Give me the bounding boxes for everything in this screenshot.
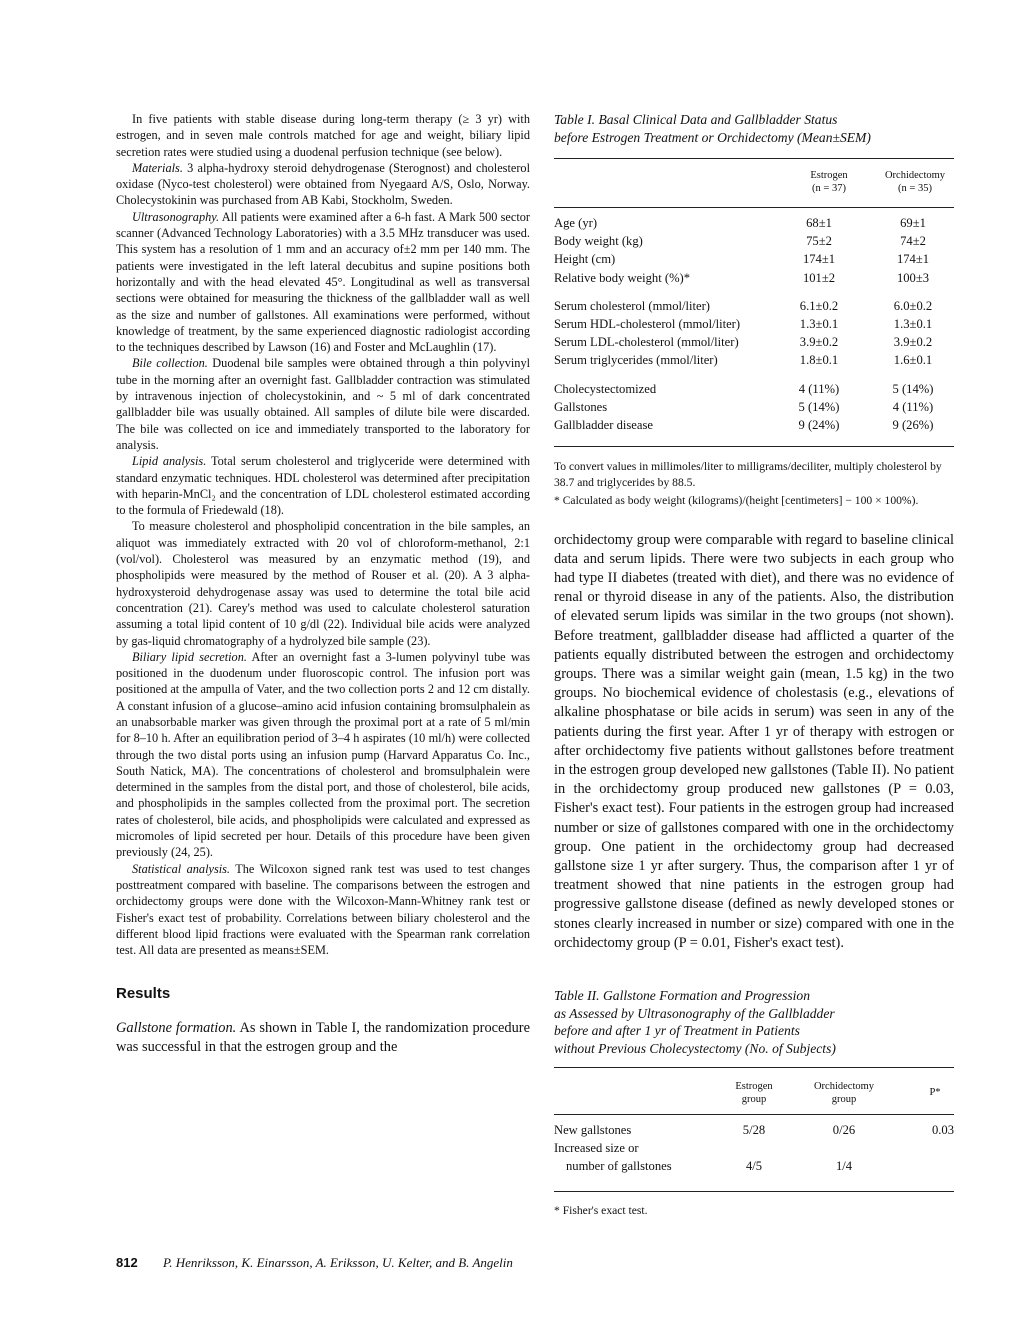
table-2-title	[554, 987, 954, 1057]
table-row	[554, 351, 954, 369]
ultrasonography-lead: Ultrasonography.	[132, 209, 220, 224]
table-2-title-line: Table II. Gallstone Formation and Progression	[554, 988, 811, 1004]
statistical-lead: Statistical analysis.	[132, 861, 231, 876]
table-rule	[554, 1067, 954, 1068]
table-2-header	[554, 1080, 954, 1110]
table-2-footnote: * Fisher's exact test.	[554, 1204, 648, 1218]
page-footer	[116, 1255, 513, 1271]
estrogen-value: 75±2	[806, 234, 832, 249]
orchidectomy-value: 0/26	[832, 1123, 856, 1138]
statistical-text: The Wilcoxon signed rank test was used to test changes posttreatment compared with baseline. The comparisons between the estrogen and orchidectomy groups were done with the Wilcoxon-Mann-Whitney rank test or Fisher's exact test of probability. Correlations between biliary cholesterol and the different blood lipid fractions were evaluated with the Spearman rank correlation test. All data are presented as means±SEM.	[116, 861, 530, 958]
estrogen-value: 4 (11%)	[798, 381, 840, 396]
table-row	[554, 380, 954, 398]
orchidectomy-value: 100±3	[896, 270, 930, 285]
table-row	[554, 232, 954, 250]
bile-collection-paragraph	[116, 355, 530, 453]
orchidectomy-value: 3.9±0.2	[893, 335, 933, 350]
row-label: Serum HDL-cholesterol (mmol/liter)	[554, 316, 741, 331]
row-label: Serum LDL-cholesterol (mmol/liter)	[554, 335, 739, 350]
relative-weight-note: * Calculated as body weight (kilograms)/(height [centimeters] − 100 × 100%).	[554, 494, 919, 508]
table-row	[554, 250, 954, 268]
table-row	[554, 1121, 954, 1139]
row-label: Serum cholesterol (mmol/liter)	[554, 298, 710, 313]
estrogen-value: 4/5	[745, 1159, 763, 1174]
orchidectomy-value: 4 (11%)	[892, 399, 934, 414]
orchidectomy-value: 5 (14%)	[892, 381, 934, 396]
intro-paragraph: In five patients with stable disease during long-term therapy (≥ 3 yr) with estrogen, and in seven male controls matched for age and weight, biliary lipid secretion rates were studied using a duodenal perfusion technique (see below).	[116, 112, 530, 159]
page-number: 812	[116, 1255, 138, 1270]
estrogen-group-header	[714, 1080, 794, 1106]
materials-text: 3 alpha-hydroxy steroid dehydrogenase (Sterognost) and cholesterol oxidase (Nyco-test cholesterol) were obtained from Nyegaard A/S, Oslo, Norway. Cholecystokinin was purchased from AB Kabi, Stockholm, Sweden.	[116, 160, 530, 208]
orchidectomy-value: 69±1	[900, 216, 926, 230]
table-row	[554, 398, 954, 416]
row-label: Serum triglycerides (mmol/liter)	[554, 353, 718, 368]
results-heading: Results	[116, 985, 171, 1003]
biliary-text: After an overnight fast a 3-lumen polyvinyl tube was positioned in the duodenum under fluoroscopic control. The infusion port was positioned at the ampulla of Vater, and the two collection ports 2 and 12 cm distally. A constant infusion of a glucose–amino acid infusion containing bromsulphalein as an unabsorbable marker was given through the proximal port at a rate of 5 ml/min for 8–10 h. After an equilibration period of 3–4 h aspirates (10 ml/h) were collected through the two distal ports using an infusion pump (Harvard Apparatus Co. Inc., South Natick, MA). The concentrations of cholesterol and bromsulphalein were determined in the samples from the distal port, and those of cholesterol, bile acids, and phospholipids in the samples collected from the proximal port. The secretion rates of cholesterol, bile acids, and phospholipids were calculated and expressed as micromoles of lipid secreted per hour. Details of this procedure have been given previously (24, 25).	[116, 649, 530, 860]
materials-lead: Materials.	[132, 160, 183, 175]
row-label: Relative body weight (%)*	[554, 270, 691, 285]
table-rule	[554, 1191, 954, 1192]
row-label: New gallstones	[554, 1123, 632, 1138]
measure-paragraph: To measure cholesterol and phospholipid concentration in the bile samples, an aliquot was immediately extracted with 20 vol of chloroform-methanol, 2:1 (vol/vol). Cholesterol was measured by an enzymatic method (19), and phospholipids were measured by the method of Rouser et al. (20). A 3 alpha-hydroxysteroid dehydrogenase assay was used to determine the total bile acid concentration (21). Carey's method was used to calculate cholesterol saturation assuming a total lipid content of 10 g/dl (22). Individual bile acids were analyzed by gas-liquid chromatography of a hydrolyzed bile sample (23).	[116, 519, 530, 648]
table-row	[554, 214, 954, 232]
lipid-text: Total serum cholesterol and triglyceride were determined with standard enzymatic techniques. HDL cholesterol was determined after precipitation with heparin-MnCl₂ and the concentration of LDL cholesterol estimated according to the formula of Friedewald (18).	[116, 454, 530, 518]
table-rule	[554, 207, 954, 208]
ultrasonography-text: All patients were examined after a 6-h fast. A Mark 500 sector scanner (Advanced Technology Laboratories) with a 3.5 MHz transducer was used. This system has a resolution of 1 mm and an accuracy of±2 mm per 140 mm. The patients were investigated in the left lateral decubitus and supine positions both horizontally and with the head elevated 45°. Longitudinal as well as transversal sections were obtained for measuring the thickness of the gallbladder wall as well as the size and number of gallstones. All examinations were performed, without knowledge of treatment, by the same experienced diagnostic radiologist according to the techniques described by Lawson (16) and Foster and McLaughlin (17).	[116, 209, 530, 355]
orchidectomy-value: 174±1	[896, 252, 930, 267]
table-row	[554, 297, 954, 315]
gallstone-lead: Gallstone formation.	[116, 1019, 237, 1036]
right-body-text	[554, 531, 954, 953]
statistical-paragraph	[116, 861, 530, 959]
gallstone-paragraph	[116, 1019, 530, 1057]
table-2	[554, 987, 954, 1217]
conversion-note: To convert values in millimoles/liter to milligrams/deciliter, multiply cholesterol by 38.7 and triglycerides by 88.5.	[554, 460, 942, 489]
row-label: Body weight (kg)	[554, 234, 643, 249]
orchidectomy-group-header	[796, 1080, 892, 1106]
materials-paragraph	[116, 160, 530, 209]
bile-text: Duodenal bile samples were obtained through a thin polyvinyl tube in the morning after an overnight fast. Gallbladder contraction was stimulated by intravenous injection of cholecystokinin, and ~ 5 ml of dark concentrated gallbladder bile was usually obtained. All samples of dilute bile were discarded. The bile was collected on ice and immediately transported to the laboratory for analysis.	[116, 356, 531, 452]
lipid-lead: Lipid analysis.	[132, 454, 207, 469]
estrogen-value: 1.8±0.1	[799, 353, 839, 368]
estrogen-value: 5 (14%)	[798, 399, 840, 414]
results-paragraph: orchidectomy group were comparable with regard to baseline clinical data and serum lipids. There were two subjects in each group who had type II diabetes (treated with diet), and there was no evidence of renal or thyroid disease in any of the patients. Also, the distribution of elevated serum lipids was similar in the two groups (not shown). Before treatment, gallbladder disease had afflicted a quarter of the patients equally distributed between the estrogen and orchidectomy groups. There was a similar weight gain (mean, 1.5 kg) in the two groups. No biochemical evidence of cholestasis (e.g., elevations of alkaline phosphatase or bile acids in serum) was seen in any of the patients during the first year. After 1 yr of therapy with estrogen or after orchidectomy five patients without gallstones before treatment in the estrogen group developed new gallstones (Table II). No patient in the orchidectomy group produced new gallstones (P = 0.03, Fisher's exact test). Four patients in the estrogen group had increased number or size of gallstones compared with one in the orchidectomy group. One patient in the orchidectomy group had decreased gallstone size 1 yr after surgery. Thus, the comparison after 1 yr of treatment showed that nine patients in the estrogen group had progressive gallstone disease (defined as newly developed stones or stones clearly increased in number or size) compared with one in the orchidectomy group (P = 0.01, Fisher's exact test).	[554, 531, 954, 951]
column-header-n: (n = 35)	[898, 183, 932, 194]
column-header-label: Estrogen	[735, 1081, 773, 1093]
column-header-label: Orchidectomy	[813, 1081, 875, 1093]
left-column	[116, 111, 530, 1057]
row-label: Height (cm)	[554, 252, 616, 267]
table-2-title-line: before and after 1 yr of Treatment in Patients	[554, 1023, 800, 1039]
table-row	[554, 269, 954, 287]
orchidectomy-value: 9 (26%)	[892, 417, 934, 432]
row-label-continued: number of gallstones	[566, 1159, 672, 1174]
row-label: Cholecystectomized	[554, 381, 657, 396]
column-header-label: Estrogen	[810, 170, 848, 181]
author-line: P. Henriksson, K. Einarsson, A. Eriksson, U. Kelter, and B. Angelin	[162, 1255, 513, 1270]
table-1-title-line: Table I. Basal Clinical Data and Gallbladder Status	[554, 112, 838, 127]
table-rule	[554, 1114, 954, 1115]
table-1-body	[554, 214, 954, 434]
ultrasonography-paragraph	[116, 209, 530, 356]
table-1-notes	[554, 459, 954, 509]
estrogen-value: 68±1	[806, 216, 832, 230]
estrogen-value: 5/28	[742, 1123, 766, 1138]
p-value-header: P*	[929, 1087, 941, 1099]
orchidectomy-column-header	[870, 169, 960, 195]
biliary-lead: Biliary lipid secretion.	[132, 649, 247, 664]
estrogen-value: 3.9±0.2	[799, 335, 839, 350]
bile-lead: Bile collection.	[132, 356, 208, 371]
row-label: Gallbladder disease	[554, 417, 653, 432]
column-header-label: group	[831, 1094, 857, 1106]
table-1-title	[554, 111, 954, 146]
orchidectomy-value: 1/4	[835, 1159, 853, 1174]
column-header-label: group	[741, 1094, 767, 1106]
table-1	[554, 111, 954, 509]
estrogen-value: 6.1±0.2	[799, 298, 839, 313]
table-row	[554, 416, 954, 434]
column-header-label: Orchidectomy	[884, 170, 946, 181]
orchidectomy-value: 74±2	[900, 234, 926, 249]
orchidectomy-value: 1.6±0.1	[893, 353, 933, 368]
table-rule	[554, 446, 954, 447]
table-2-title-line: as Assessed by Ultrasonography of the Gallbladder	[554, 1005, 835, 1021]
p-value: 0.03	[931, 1123, 954, 1138]
row-label: Age (yr)	[554, 216, 598, 230]
estrogen-column-header	[784, 169, 874, 195]
table-row	[554, 315, 954, 333]
table-1-title-line: before Estrogen Treatment or Orchidectomy (Mean±SEM)	[554, 129, 871, 145]
table-1-header	[554, 169, 954, 203]
biliary-secretion-paragraph	[116, 649, 530, 861]
estrogen-value: 174±1	[802, 252, 836, 267]
gallstone-text: As shown in Table I, the randomization procedure was successful in that the estrogen group and the	[116, 1019, 530, 1055]
row-label: Gallstones	[554, 399, 608, 414]
table-rule	[554, 158, 954, 159]
table-row	[554, 333, 954, 351]
right-column	[554, 111, 954, 1217]
column-header-n: (n = 37)	[812, 183, 846, 194]
lipid-analysis-paragraph	[116, 453, 530, 518]
orchidectomy-value: 1.3±0.1	[893, 316, 933, 331]
table-row	[554, 1139, 954, 1175]
estrogen-value: 101±2	[802, 270, 836, 285]
table-2-title-line: without Previous Cholecystectomy (No. of Subjects)	[554, 1040, 836, 1056]
estrogen-value: 9 (24%)	[798, 417, 840, 432]
row-group-gap	[554, 370, 954, 380]
orchidectomy-value: 6.0±0.2	[893, 298, 933, 313]
row-label: Increased size or	[554, 1141, 639, 1156]
row-group-gap	[554, 287, 954, 297]
estrogen-value: 1.3±0.1	[799, 316, 839, 331]
